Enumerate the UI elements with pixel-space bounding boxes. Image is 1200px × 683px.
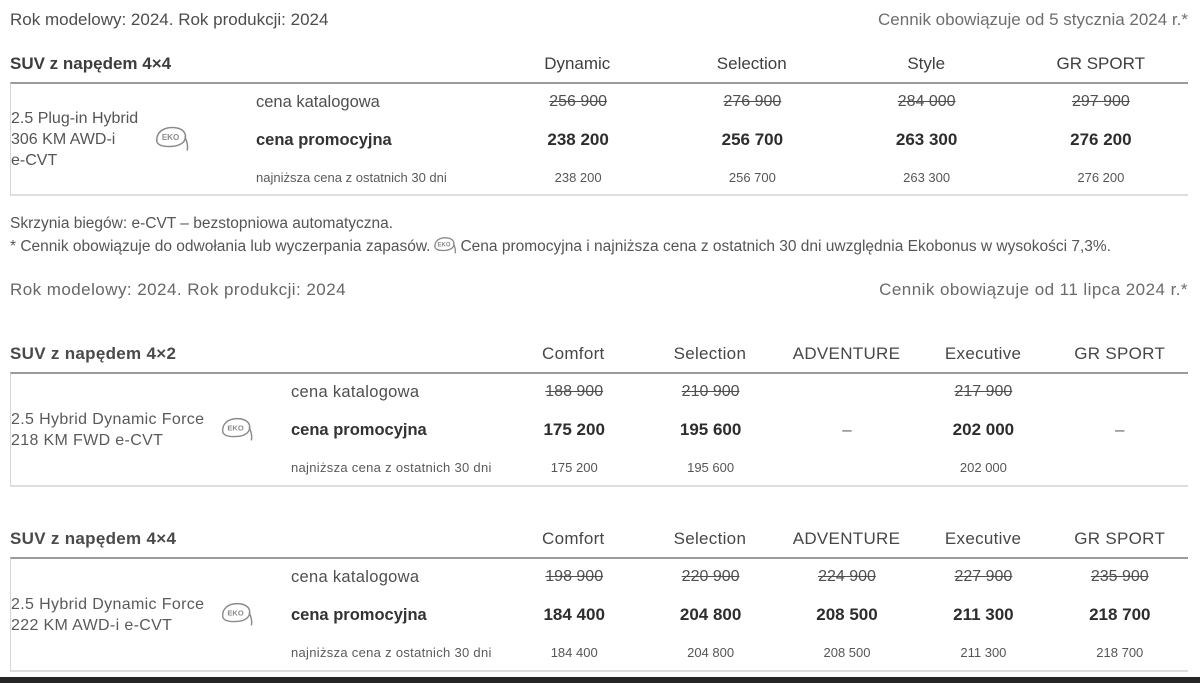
table-header-row xyxy=(10,344,1188,372)
footnote-part-1: * Cennik obowiązuje do odwołania lub wyczerpania zapasów. xyxy=(10,238,431,255)
catalog-price-empty xyxy=(779,374,915,410)
table-title: SUV z napędem 4×4 xyxy=(10,529,177,548)
column-header-selection: Selection xyxy=(716,54,787,73)
lowest-price: 175 200 xyxy=(550,460,598,475)
lowest-price: 276 200 xyxy=(1077,169,1125,185)
column-header-adventure: ADVENTURE xyxy=(792,344,901,363)
promo-price: 211 300 xyxy=(953,605,1014,624)
column-header-selection: Selection xyxy=(673,529,747,548)
column-header-gr-sport: GR SPORT xyxy=(1074,529,1166,548)
column-header-selection: Selection xyxy=(673,344,747,363)
model-line: 306 KM AWD-i xyxy=(11,130,116,148)
row-label-promo: cena promocyjna xyxy=(256,130,392,149)
lowest-price: 202 000 xyxy=(959,460,1007,475)
price-table-hybrid-4x2 xyxy=(10,344,1188,487)
lowest-price: 204 800 xyxy=(687,645,735,660)
promo-price: 208 500 xyxy=(816,605,878,624)
table-body xyxy=(10,372,1188,487)
table-title: SUV z napędem 4×4 xyxy=(10,54,172,73)
price-table-hybrid-4x4 xyxy=(10,529,1188,672)
lowest-price: 184 400 xyxy=(550,645,598,660)
row-label-promo: cena promocyjna xyxy=(291,420,427,439)
column-header-adventure: ADVENTURE xyxy=(792,529,901,548)
model-cell xyxy=(11,374,291,485)
meta-row-1 xyxy=(10,10,1188,30)
model-name xyxy=(11,409,204,451)
lowest-price: 263 300 xyxy=(903,169,951,185)
model-line: 218 KM FWD e-CVT xyxy=(11,431,164,449)
model-line: 2.5 Plug-in Hybrid xyxy=(11,109,139,127)
promo-price: 184 400 xyxy=(543,605,605,624)
bottom-edge-bar xyxy=(0,677,1200,683)
model-line: 222 KM AWD-i e-CVT xyxy=(11,616,173,634)
footnotes xyxy=(10,212,1188,262)
promo-price-dash: – xyxy=(842,420,852,439)
footnote-part-2: Cena promocyjna i najniższa cena z ostatnich 30 dni uwzględnia Ekobonus w wysokości 7,3%. xyxy=(460,238,1111,255)
catalog-price: 227 900 xyxy=(954,568,1013,585)
model-line: e-CVT xyxy=(11,151,58,169)
column-header-comfort: Comfort xyxy=(542,529,605,548)
model-cell xyxy=(11,559,291,670)
model-name xyxy=(11,108,138,171)
meta-row-2 xyxy=(10,280,1188,300)
column-header-executive: Executive xyxy=(944,344,1022,363)
eco-leaf-icon xyxy=(154,125,190,153)
catalog-price: 210 900 xyxy=(681,383,740,400)
svg-text:EKO: EKO xyxy=(437,242,451,249)
catalog-price-empty xyxy=(1052,374,1188,410)
model-name xyxy=(11,594,204,636)
promo-price: 202 000 xyxy=(952,420,1015,439)
row-label-promo: cena promocyjna xyxy=(291,605,427,624)
svg-text:EKO: EKO xyxy=(227,423,245,433)
svg-text:EKO: EKO xyxy=(162,133,180,142)
table-header-row xyxy=(10,54,1188,82)
promo-price: 175 200 xyxy=(543,420,605,439)
lowest-price: 211 300 xyxy=(960,645,1007,660)
table-body xyxy=(10,557,1188,672)
catalog-price: 224 900 xyxy=(818,568,876,585)
promo-price-dash: – xyxy=(1115,420,1125,439)
promo-price: 276 200 xyxy=(1070,130,1132,149)
eco-leaf-icon xyxy=(433,236,457,262)
validity-note-1: Cennik obowiązuje od 5 stycznia 2024 r.* xyxy=(878,10,1188,29)
svg-text:EKO: EKO xyxy=(227,608,245,618)
row-label-lowest: najniższa cena z ostatnich 30 dni xyxy=(291,645,492,660)
promo-price: 263 300 xyxy=(895,130,958,149)
eco-leaf-icon xyxy=(220,601,254,628)
price-footnote xyxy=(10,235,1188,262)
table-header-row xyxy=(10,529,1188,557)
promo-price: 238 200 xyxy=(547,130,609,149)
lowest-price: 238 200 xyxy=(554,169,602,185)
column-header-dynamic: Dynamic xyxy=(544,54,611,73)
catalog-price: 276 900 xyxy=(723,93,782,110)
catalog-price: 256 900 xyxy=(549,93,608,110)
column-header-gr-sport: GR SPORT xyxy=(1074,344,1166,363)
model-line: 2.5 Hybrid Dynamic Force xyxy=(11,410,205,428)
catalog-price: 284 000 xyxy=(897,93,956,110)
promo-price: 218 700 xyxy=(1089,605,1151,624)
catalog-price: 188 900 xyxy=(545,383,604,400)
column-header-executive: Executive xyxy=(944,529,1022,548)
row-label-lowest: najniższa cena z ostatnich 30 dni xyxy=(256,169,447,185)
row-label-catalog: cena katalogowa xyxy=(291,567,420,586)
validity-note-2: Cennik obowiązuje od 11 lipca 2024 r.* xyxy=(879,280,1188,299)
catalog-price: 198 900 xyxy=(545,568,604,585)
model-year-note-2: Rok modelowy: 2024. Rok produkcji: 2024 xyxy=(10,280,347,299)
gearbox-note: Skrzynia biegów: e-CVT – bezstopniowa automatyczna. xyxy=(10,215,394,232)
column-header-style: Style xyxy=(907,54,946,73)
promo-price: 195 600 xyxy=(679,420,742,439)
lowest-price-empty xyxy=(779,450,915,485)
model-year-note-1: Rok modelowy: 2024. Rok produkcji: 2024 xyxy=(10,10,329,29)
catalog-price: 297 900 xyxy=(1071,93,1130,110)
lowest-price: 208 500 xyxy=(823,645,871,660)
catalog-price: 217 900 xyxy=(954,383,1013,400)
row-label-lowest: najniższa cena z ostatnich 30 dni xyxy=(291,460,492,475)
model-cell xyxy=(11,84,256,194)
catalog-price: 235 900 xyxy=(1090,568,1149,585)
column-header-gr-sport: GR SPORT xyxy=(1056,54,1145,73)
row-label-catalog: cena katalogowa xyxy=(256,92,380,111)
catalog-price: 220 900 xyxy=(681,568,740,585)
table-title: SUV z napędem 4×2 xyxy=(10,344,177,363)
lowest-price: 195 600 xyxy=(687,460,735,475)
row-label-catalog: cena katalogowa xyxy=(291,382,420,401)
promo-price: 204 800 xyxy=(679,605,742,624)
promo-price: 256 700 xyxy=(721,130,784,149)
column-header-comfort: Comfort xyxy=(542,344,605,363)
eco-leaf-icon xyxy=(220,416,254,443)
lowest-price: 256 700 xyxy=(728,169,776,185)
model-line: 2.5 Hybrid Dynamic Force xyxy=(11,595,205,613)
lowest-price-empty xyxy=(1052,450,1188,485)
table-body xyxy=(10,82,1188,196)
price-table-phev-4x4 xyxy=(10,54,1188,196)
lowest-price: 218 700 xyxy=(1096,645,1144,660)
